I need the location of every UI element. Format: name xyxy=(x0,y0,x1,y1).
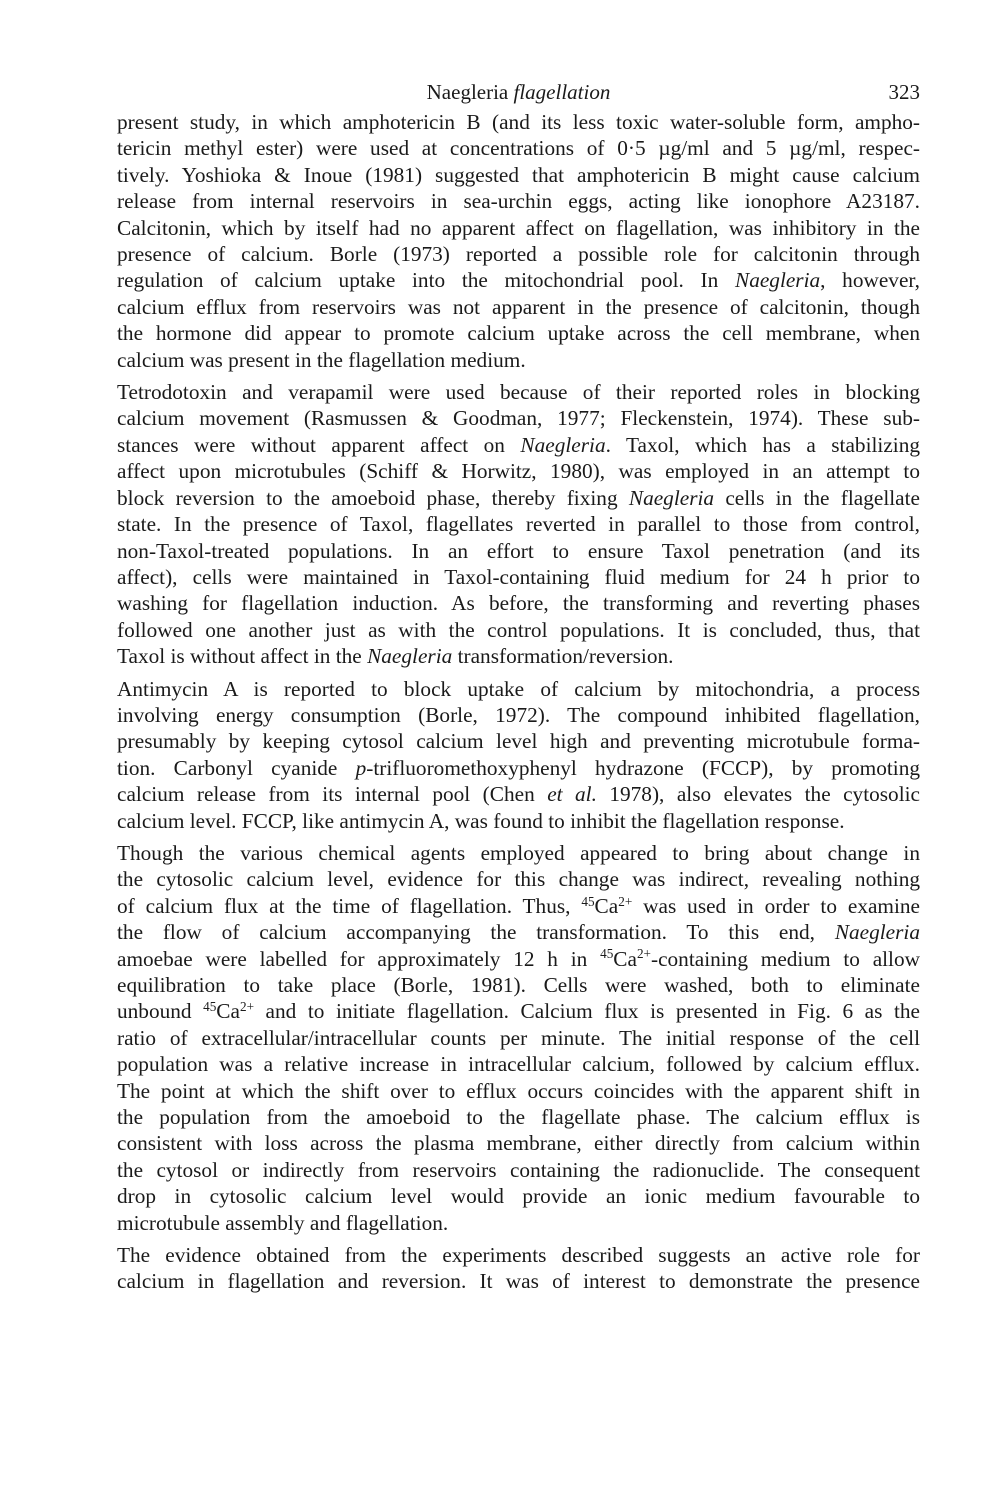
running-head-title xyxy=(117,78,920,106)
text-line: calcium release from its internal pool (Chen et al. 1978), also elevates the cytosolic xyxy=(117,782,920,807)
page-number: 323 xyxy=(888,80,920,104)
text-line: calcium efflux from reservoirs was not apparent in the presence of calcitonin, though xyxy=(117,294,920,319)
text-line: regulation of calcium uptake into the mitochondrial pool. In Naegleria, however, xyxy=(117,268,920,293)
text-line: presumably by keeping cytosol calcium level high and preventing microtubule forma- xyxy=(117,729,920,754)
text-line: Calcitonin, which by itself had no apparent affect on flagellation, was inhibitory in the xyxy=(117,215,920,240)
italic-term: Naegleria xyxy=(367,644,453,669)
italic-term: Naegleria xyxy=(734,268,821,293)
text-line: Though the various chemical agents employed appeared to bring about change in xyxy=(117,840,920,865)
text-line: non-Taxol-treated populations. In an effort to ensure Taxol penetration (and its xyxy=(117,538,920,563)
text-line: tion. Carbonyl cyanide p-trifluoromethoxyphenyl hydrazone (FCCP), by promoting xyxy=(117,755,920,780)
superscript: 45 xyxy=(600,946,614,962)
text-line: Antimycin A is reported to block uptake of calcium by mitochondria, a process xyxy=(117,676,920,701)
text-line: amoebae were labelled for approximately 12 h in $^{45}Ca^{2+}$-containing medium to allow xyxy=(117,946,921,971)
body-text xyxy=(117,109,920,1295)
text-line: calcium level. FCCP, like antimycin A, was found to inhibit the flagellation response. xyxy=(117,808,845,833)
italic-term: p xyxy=(355,755,367,780)
running-head xyxy=(117,78,920,106)
text-line: block reversion to the amoeboid phase, thereby fixing Naegleria cells in the flagellate xyxy=(117,485,920,510)
paragraph-p1 xyxy=(117,109,920,373)
text-line: The point at which the shift over to efflux occurs coincides with the apparent shift in xyxy=(117,1078,920,1103)
text-line: equilibration to take place (Borle, 1981). Cells were washed, both to eliminate xyxy=(117,973,920,997)
running-head-title-plain: Naegleria xyxy=(426,80,514,104)
text-line: Taxol is without affect in the Naegleria transformation/reversion. xyxy=(117,644,674,669)
superscript: 2+ xyxy=(636,946,651,962)
text-line: stances were without apparent affect on Naegleria. Taxol, which has a stabilizing xyxy=(117,432,920,457)
superscript: 45 xyxy=(203,999,217,1015)
italic-term: Naegleria xyxy=(834,920,920,945)
superscript: 45 xyxy=(581,893,595,909)
text-line: affect), cells were maintained in Taxol-containing fluid medium for 24 h prior to xyxy=(117,564,920,589)
text-line: tively. Yoshioka & Inoue (1981) suggested that amphotericin B might cause calcium xyxy=(117,162,920,187)
text-line: The evidence obtained from the experiments described suggests an active role for xyxy=(117,1243,920,1268)
text-line: drop in cytosolic calcium level would provide an ionic medium favourable to xyxy=(117,1184,920,1209)
text-line: Tetrodotoxin and verapamil were used because of their reported roles in blocking xyxy=(117,380,920,405)
text-line: followed one another just as with the control populations. It is concluded, thus, that xyxy=(117,617,920,642)
text-line: calcium in flagellation and reversion. It was of interest to demonstrate the presence xyxy=(117,1269,920,1294)
text-line: calcium was present in the flagellation medium. xyxy=(117,347,526,372)
superscript: 2+ xyxy=(618,893,633,909)
text-line: ratio of extracellular/intracellular counts per minute. The initial response of the cell xyxy=(117,1025,920,1050)
text-line: the population from the amoeboid to the flagellate phase. The calcium efflux is xyxy=(117,1105,920,1130)
journal-page xyxy=(117,78,920,1301)
italic-term: Naegleria xyxy=(520,432,606,457)
paragraph-p3 xyxy=(117,676,920,834)
text-line: the flow of calcium accompanying the transformation. To this end, Naegleria xyxy=(117,920,920,945)
paragraph-p4 xyxy=(117,840,920,1236)
text-line: the cytosolic calcium level, evidence for this change was indirect, revealing nothing xyxy=(117,867,920,892)
text-line: washing for flagellation induction. As before, the transforming and reverting phases xyxy=(117,591,920,616)
text-line: microtubule assembly and flagellation. xyxy=(117,1210,449,1235)
superscript: 2+ xyxy=(239,999,254,1015)
text-line: consistent with loss across the plasma membrane, either directly from calcium within xyxy=(117,1131,920,1156)
text-line: the hormone did appear to promote calcium uptake across the cell membrane, when xyxy=(117,321,920,346)
italic-term: et al. xyxy=(547,782,597,807)
text-line: affect upon microtubules (Schiff & Horwitz, 1980), was employed in an attempt to xyxy=(117,459,920,484)
paragraph-p2 xyxy=(117,379,920,669)
text-line: presence of calcium. Borle (1973) reported a possible role for calcitonin through xyxy=(117,242,920,267)
text-line: tericin methyl ester) were used at concentrations of 0·5 µg/ml and 5 µg/ml, respec- xyxy=(117,136,920,161)
text-line: population was a relative increase in intracellular calcium, followed by calcium efflux. xyxy=(117,1052,920,1077)
text-line: involving energy consumption (Borle, 1972). The compound inhibited flagellation, xyxy=(117,702,920,727)
text-line: present study, in which amphotericin B (and its less toxic water-soluble form, ampho- xyxy=(117,110,920,134)
text-line: the cytosol or indirectly from reservoirs containing the radionuclide. The consequent xyxy=(117,1157,920,1182)
text-line: calcium movement (Rasmussen & Goodman, 1977; Fleckenstein, 1974). These sub- xyxy=(117,406,920,431)
paragraph-p5 xyxy=(117,1242,920,1295)
text-line: release from internal reservoirs in sea-urchin eggs, acting like ionophore A23187. xyxy=(117,189,920,214)
text-line: state. In the presence of Taxol, flagellates reverted in parallel to those from control, xyxy=(117,512,920,537)
text-line: of calcium flux at the time of flagellation. Thus, $^{45}Ca^{2+}$ was used in order to examine xyxy=(117,893,920,918)
running-head-title-italic: flagellation xyxy=(513,80,611,104)
text-line: unbound $^{45}Ca^{2+}$ and to initiate flagellation. Calcium flux is presented in Fig. 6 as the xyxy=(117,999,920,1024)
italic-term: Naegleria xyxy=(628,485,715,510)
